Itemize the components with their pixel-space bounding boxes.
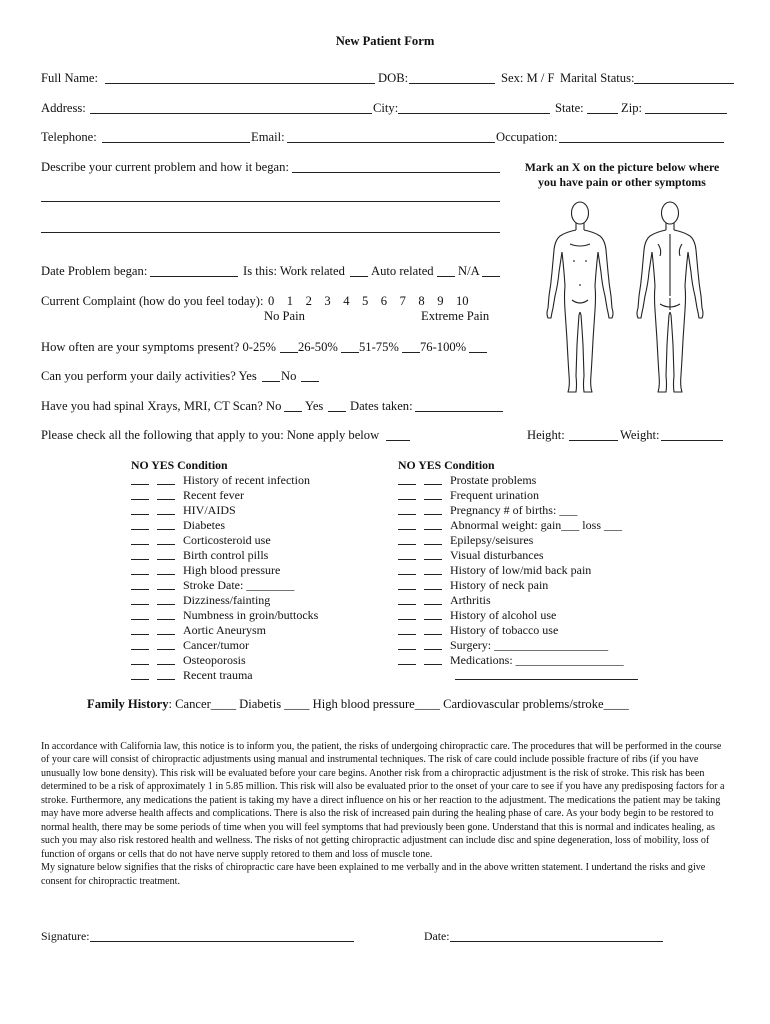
freq-51-75-label: 51-75%: [359, 340, 399, 354]
na-label: N/A: [458, 264, 480, 278]
condition-no-field[interactable]: [131, 668, 149, 680]
condition-row: [131, 488, 244, 503]
body-chart-instruction-1: Mark an X on the picture below where: [524, 160, 720, 174]
condition-label: History of low/mid back pain: [450, 563, 592, 577]
describe-problem-field[interactable]: [292, 172, 500, 173]
condition-yes-field[interactable]: [424, 578, 442, 590]
condition-no-field[interactable]: [131, 608, 149, 620]
freq-0-25-field[interactable]: [280, 352, 298, 353]
condition-label: Birth control pills: [183, 548, 269, 562]
conditions-header-left: NO YES Condition: [131, 458, 228, 472]
condition-yes-field[interactable]: [424, 593, 442, 605]
condition-yes-field[interactable]: [424, 473, 442, 485]
condition-yes-field[interactable]: [157, 623, 175, 635]
condition-yes-field[interactable]: [424, 638, 442, 650]
condition-row: [131, 593, 270, 608]
condition-yes-field[interactable]: [424, 488, 442, 500]
dob-field[interactable]: [409, 83, 495, 84]
condition-no-field[interactable]: [398, 533, 416, 545]
conditions-header-right: NO YES Condition: [398, 458, 495, 472]
condition-row: [131, 623, 266, 638]
condition-no-field[interactable]: [398, 653, 416, 665]
condition-yes-field[interactable]: [157, 638, 175, 650]
condition-label: Epilepsy/seisures: [450, 533, 534, 547]
condition-label: Pregnancy # of births: ___: [450, 503, 578, 517]
condition-yes-field[interactable]: [157, 593, 175, 605]
condition-yes-field[interactable]: [157, 563, 175, 575]
pain-scale-1[interactable]: 1: [286, 294, 294, 308]
condition-no-field[interactable]: [131, 623, 149, 635]
current-complaint-label: Current Complaint (how do you feel today):: [41, 294, 264, 308]
spinal-yes-field[interactable]: [328, 411, 346, 412]
condition-row: [398, 518, 622, 533]
daily-no-label: No: [281, 369, 297, 383]
zip-label: Zip:: [621, 101, 642, 115]
condition-row: [131, 608, 318, 623]
no-pain-label: No Pain: [264, 309, 305, 323]
pain-scale-8[interactable]: 8: [418, 294, 425, 308]
signature-field[interactable]: [90, 941, 354, 942]
state-label: State:: [555, 101, 584, 115]
spinal-no-field[interactable]: [284, 411, 302, 412]
condition-row: [131, 548, 268, 563]
condition-yes-field[interactable]: [157, 668, 175, 680]
telephone-field[interactable]: [102, 142, 250, 143]
condition-no-field[interactable]: [131, 533, 149, 545]
condition-label: Osteoporosis: [183, 653, 246, 667]
dob-label: DOB:: [378, 71, 409, 85]
condition-row: [398, 533, 533, 548]
condition-row: [131, 473, 310, 488]
condition-yes-field[interactable]: [157, 653, 175, 665]
spinal-yes-label: Yes: [305, 399, 324, 413]
condition-yes-field[interactable]: [424, 563, 442, 575]
freq-26-50-label: 26-50%: [298, 340, 338, 354]
condition-no-field[interactable]: [131, 503, 149, 515]
work-related-label: Is this: Work related: [243, 264, 345, 278]
work-related-field[interactable]: [350, 276, 368, 277]
condition-row: [398, 578, 548, 593]
weight-label: Weight:: [620, 428, 660, 442]
condition-label: Cancer/tumor: [183, 638, 249, 652]
freq-51-75-field[interactable]: [402, 352, 420, 353]
condition-no-field[interactable]: [131, 593, 149, 605]
dates-taken-label: Dates taken:: [350, 399, 413, 413]
condition-label: Abnormal weight: gain___ loss ___: [450, 518, 622, 532]
pain-scale[interactable]: [268, 294, 488, 309]
condition-row: [398, 473, 536, 488]
spinal-imaging-label: Have you had spinal Xrays, MRI, CT Scan? No: [41, 399, 282, 413]
pain-scale-10[interactable]: 10: [456, 294, 469, 308]
condition-no-field[interactable]: [131, 518, 149, 530]
condition-no-field[interactable]: [131, 578, 149, 590]
consent-paragraph-2: My signature below signifies that the risks of chiropractic care have been explained to me verbally and in the above written statement. I undertand the risks and give consent for chiropractic treatment.: [41, 862, 706, 887]
email-field[interactable]: [287, 142, 495, 143]
body-chart-instruction-2: you have pain or other symptoms: [538, 175, 706, 189]
condition-no-field[interactable]: [131, 548, 149, 560]
condition-row: [131, 503, 236, 518]
describe-problem-line-3[interactable]: [41, 232, 500, 233]
condition-yes-field[interactable]: [157, 503, 175, 515]
family-history-items: : Cancer____ Diabetis ____ High blood pressure____ Cardiovascular problems/stroke____: [168, 697, 629, 711]
sex-label: Sex: M / F: [501, 71, 555, 85]
pain-scale-0[interactable]: 0: [268, 294, 275, 308]
condition-yes-field[interactable]: [424, 653, 442, 665]
condition-yes-field[interactable]: [157, 473, 175, 485]
pain-scale-4[interactable]: 4: [343, 294, 350, 308]
condition-yes-field[interactable]: [424, 548, 442, 560]
condition-no-field[interactable]: [131, 563, 149, 575]
condition-no-field[interactable]: [131, 638, 149, 650]
condition-label: Aortic Aneurysm: [183, 623, 266, 637]
condition-no-field[interactable]: [398, 488, 416, 500]
describe-problem-line-2[interactable]: [41, 201, 500, 202]
occupation-label: Occupation:: [496, 130, 558, 144]
condition-row: [131, 563, 280, 578]
date-problem-began-label: Date Problem began:: [41, 264, 148, 278]
describe-problem-label: Describe your current problem and how it began:: [41, 160, 289, 174]
email-label: Email:: [251, 130, 285, 144]
pain-scale-5[interactable]: 5: [362, 294, 369, 308]
condition-row: [398, 623, 558, 638]
condition-row: [398, 563, 591, 578]
pain-scale-9[interactable]: 9: [437, 294, 444, 308]
full-name-field[interactable]: [105, 83, 375, 84]
date-problem-began-field[interactable]: [150, 276, 238, 277]
condition-no-field[interactable]: [398, 473, 416, 485]
daily-activities-label: Can you perform your daily activities? Yes: [41, 369, 257, 383]
condition-row: [131, 668, 253, 683]
daily-yes-field[interactable]: [262, 381, 280, 382]
full-name-label: Full Name:: [41, 71, 99, 85]
condition-no-field[interactable]: [398, 548, 416, 560]
date-label: Date:: [424, 929, 450, 943]
family-history: [87, 697, 629, 712]
condition-row: [131, 638, 249, 653]
body-chart-back-figure[interactable]: [630, 200, 710, 400]
condition-no-field[interactable]: [398, 638, 416, 650]
pain-scale-6[interactable]: 6: [380, 294, 388, 308]
condition-label: High blood pressure: [183, 563, 281, 577]
condition-label: History of alcohol use: [450, 608, 557, 622]
condition-label: Diabetes: [183, 518, 225, 532]
condition-row: [398, 653, 624, 668]
pain-scale-2[interactable]: 2: [305, 294, 312, 308]
condition-yes-field[interactable]: [424, 533, 442, 545]
condition-yes-field[interactable]: [424, 503, 442, 515]
condition-yes-field[interactable]: [424, 608, 442, 620]
condition-label: Recent trauma: [183, 668, 253, 682]
address-label: Address:: [41, 101, 86, 115]
condition-label: Medications: __________________: [450, 653, 624, 667]
condition-label: Visual disturbances: [450, 548, 544, 562]
condition-label: Frequent urination: [450, 488, 539, 502]
daily-no-field[interactable]: [301, 381, 319, 382]
condition-row: [398, 638, 608, 653]
weight-field[interactable]: [661, 440, 723, 441]
height-label: Height:: [527, 428, 565, 442]
condition-row: [131, 578, 294, 593]
auto-related-label: Auto related: [371, 264, 434, 278]
condition-label: Corticosteroid use: [183, 533, 271, 547]
condition-yes-field[interactable]: [157, 533, 175, 545]
dates-taken-field[interactable]: [415, 411, 503, 412]
condition-row: [398, 488, 539, 503]
condition-label: History of neck pain: [450, 578, 549, 592]
condition-label: Surgery: ___________________: [450, 638, 609, 652]
consent-paragraph-1: In accordance with California law, this notice is to inform you, the patient, the risks of undergoing chiropractic care. The procedures that will be performed in the course of your care will consist of chiropractic adjustments using manual and instrumental techniques. The risk of care could include possible fracture of ribs (if you have unusually low bone density). This risk will be evaluated before your care begins. Another risk from a chiropractic adjustment is the risk of stroke. This risk has been determined to be a risk of approximately 1 in 5.85 million. This risk will also be evaluated prior to the onset of your care to see if you have any predisposing factors for a stroke. Furthermore, any medications the patient is taking my have a direct influence on his or her reaction to the adjustment. The medications the patient may be taking may have more adverse health affects and complications. There is also the risk of increased pain during the healing phase of care. As your body begin to be restored to normal health, there may be some periods of time when you will feel symptoms that had previously been gone. Understand that this is normal and indicates healing, as such you may also risk restored health and wellness. The risks of not getting chiropractic adjustment can include disc and spine degeneration, loss of mobility, loss of function of organs or cells that do not have nerve supply retored to them and loss of muscle tone.: [41, 741, 725, 860]
state-field[interactable]: [587, 113, 618, 114]
condition-row: [131, 653, 246, 668]
condition-label: Arthritis: [450, 593, 491, 607]
signature-label: Signature:: [41, 929, 90, 943]
marital-status-field[interactable]: [634, 83, 734, 84]
family-history-label: Family History: [87, 697, 169, 711]
condition-no-field[interactable]: [398, 518, 416, 530]
condition-label: History of tobacco use: [450, 623, 559, 637]
condition-no-field[interactable]: [131, 488, 149, 500]
condition-no-field[interactable]: [398, 593, 416, 605]
pain-scale-7[interactable]: 7: [399, 294, 406, 308]
condition-yes-field[interactable]: [157, 488, 175, 500]
city-label: City:: [373, 101, 399, 115]
condition-label: Numbness in groin/buttocks: [183, 608, 319, 622]
condition-no-field[interactable]: [398, 623, 416, 635]
condition-no-field[interactable]: [398, 578, 416, 590]
condition-label: Stroke Date: ________: [183, 578, 295, 592]
condition-label: Prostate problems: [450, 473, 537, 487]
condition-yes-field[interactable]: [424, 623, 442, 635]
condition-row: [398, 548, 544, 563]
condition-no-field[interactable]: [131, 473, 149, 485]
symptom-frequency-label: How often are your symptoms present? 0-25%: [41, 340, 277, 354]
condition-no-field[interactable]: [398, 608, 416, 620]
condition-label: Recent fever: [183, 488, 244, 502]
auto-related-field[interactable]: [437, 276, 455, 277]
marital-status-label: Marital Status:: [560, 71, 635, 85]
condition-yes-field[interactable]: [424, 518, 442, 530]
check-all-label: Please check all the following that apply to you: None apply below: [41, 428, 380, 442]
condition-row: [131, 533, 271, 548]
condition-row: [398, 608, 556, 623]
condition-yes-field[interactable]: [157, 578, 175, 590]
condition-label: HIV/AIDS: [183, 503, 236, 517]
date-field[interactable]: [450, 941, 663, 942]
condition-label: History of recent infection: [183, 473, 310, 487]
condition-label: Dizziness/fainting: [183, 593, 271, 607]
pain-scale-3[interactable]: 3: [324, 294, 331, 308]
telephone-label: Telephone:: [41, 130, 97, 144]
medications-extra-line[interactable]: [455, 679, 638, 680]
condition-no-field[interactable]: [131, 653, 149, 665]
condition-row: [131, 518, 225, 533]
freq-76-100-field[interactable]: [469, 352, 487, 353]
body-chart-front-figure[interactable]: [540, 200, 620, 400]
condition-no-field[interactable]: [398, 503, 416, 515]
consent-statement: [41, 740, 731, 888]
occupation-field[interactable]: [559, 142, 724, 143]
extreme-pain-label: Extreme Pain: [421, 309, 490, 323]
freq-76-100-label: 76-100%: [420, 340, 467, 354]
condition-row: [398, 593, 491, 608]
height-field[interactable]: [569, 440, 618, 441]
condition-yes-field[interactable]: [157, 518, 175, 530]
city-field[interactable]: [398, 113, 550, 114]
page-title: New Patient Form: [335, 34, 435, 48]
condition-row: [398, 503, 577, 518]
na-field[interactable]: [482, 276, 500, 277]
address-field[interactable]: [90, 113, 372, 114]
condition-yes-field[interactable]: [157, 548, 175, 560]
none-apply-field[interactable]: [386, 440, 410, 441]
zip-field[interactable]: [645, 113, 727, 114]
condition-no-field[interactable]: [398, 563, 416, 575]
condition-yes-field[interactable]: [157, 608, 175, 620]
freq-26-50-field[interactable]: [341, 352, 359, 353]
